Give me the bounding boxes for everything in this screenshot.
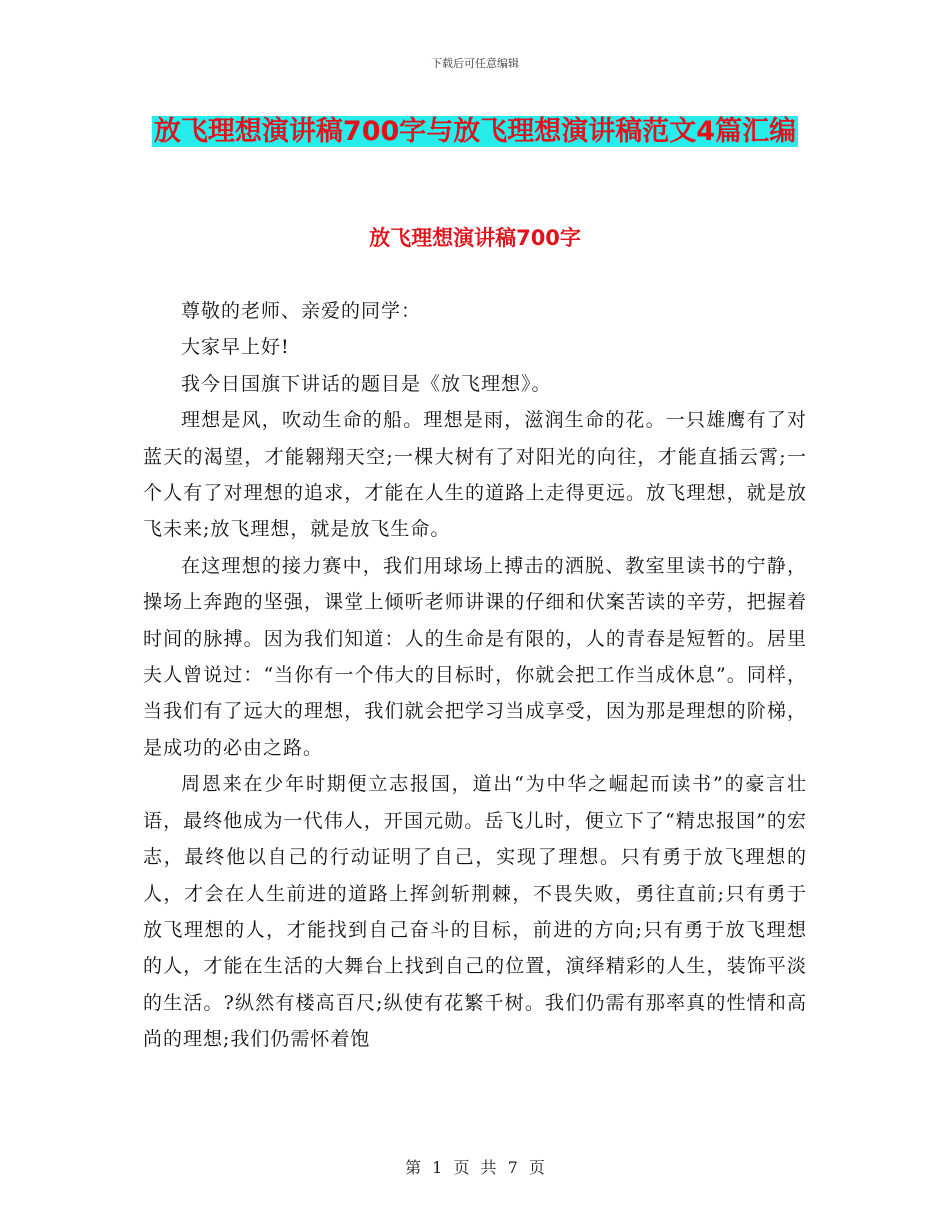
body-text (143, 293, 807, 1058)
paragraph: 我今日国旗下讲话的题目是《放飞理想》。 (181, 372, 552, 395)
page-header: 下载后可任意编辑 (431, 57, 519, 70)
paragraph: 理想是风，吹动生命的船。理想是雨，滋润生命的花。一只雄鹰有了对蓝天的渴望，才能翱翔天空;一棵大树有了对阳光的向往，才能直插云霄;一个人有了对理想的追求，才能在人生的道路上走得更远。放飞理想，就是放飞未来;放飞理想，就是放飞生命。 (143, 409, 807, 541)
section-title: 放飞理想演讲稿700字 (369, 226, 581, 250)
page-footer: 第 1 页 共 7 页 (405, 1158, 545, 1177)
document-title-text: 放飞理想演讲稿700字与放飞理想演讲稿范文4篇汇编 (153, 116, 797, 147)
paragraph: 在这理想的接力赛中，我们用球场上搏击的洒脱、教室里读书的宁静，操场上奔跑的坚强，课堂上倾听老师讲课的仔细和伏案苦读的辛劳，把握着时间的脉搏。因为我们知道：人的生命是有限的，人的青春是短暂的。居里夫人曾说过：“当你有一个伟大的目标时，你就会把工作当成休息”。同样，当我们有了远大的理想，我们就会把学习当成享受，因为那是理想的阶梯，是成功的必由之路。 (143, 554, 807, 759)
paragraph: 尊敬的老师、亲爱的同学： (181, 300, 422, 322)
document-title (150, 108, 800, 156)
paragraph: 大家早上好! (181, 336, 290, 359)
paragraph: 周恩来在少年时期便立志报国，道出“为中华之崛起而读书”的豪言壮语，最终他成为一代伟人，开国元勋。岳飞儿时，便立下了“精忠报国”的宏志，最终他以自己的行动证明了自己，实现了理想。只有勇于放飞理想的人，才会在人生前进的道路上挥剑斩荆棘，不畏失败，勇往直前;只有勇于放飞理想的人，才能找到自己奋斗的目标，前进的方向;只有勇于放飞理想的人，才能在生活的大舞台上找到自己的位置，演绎精彩的人生，装饰平淡的生活。?纵然有楼高百尺;纵使有花繁千树。我们仍需有那率真的性情和高尚的理想;我们仍需怀着饱 (143, 773, 807, 1051)
